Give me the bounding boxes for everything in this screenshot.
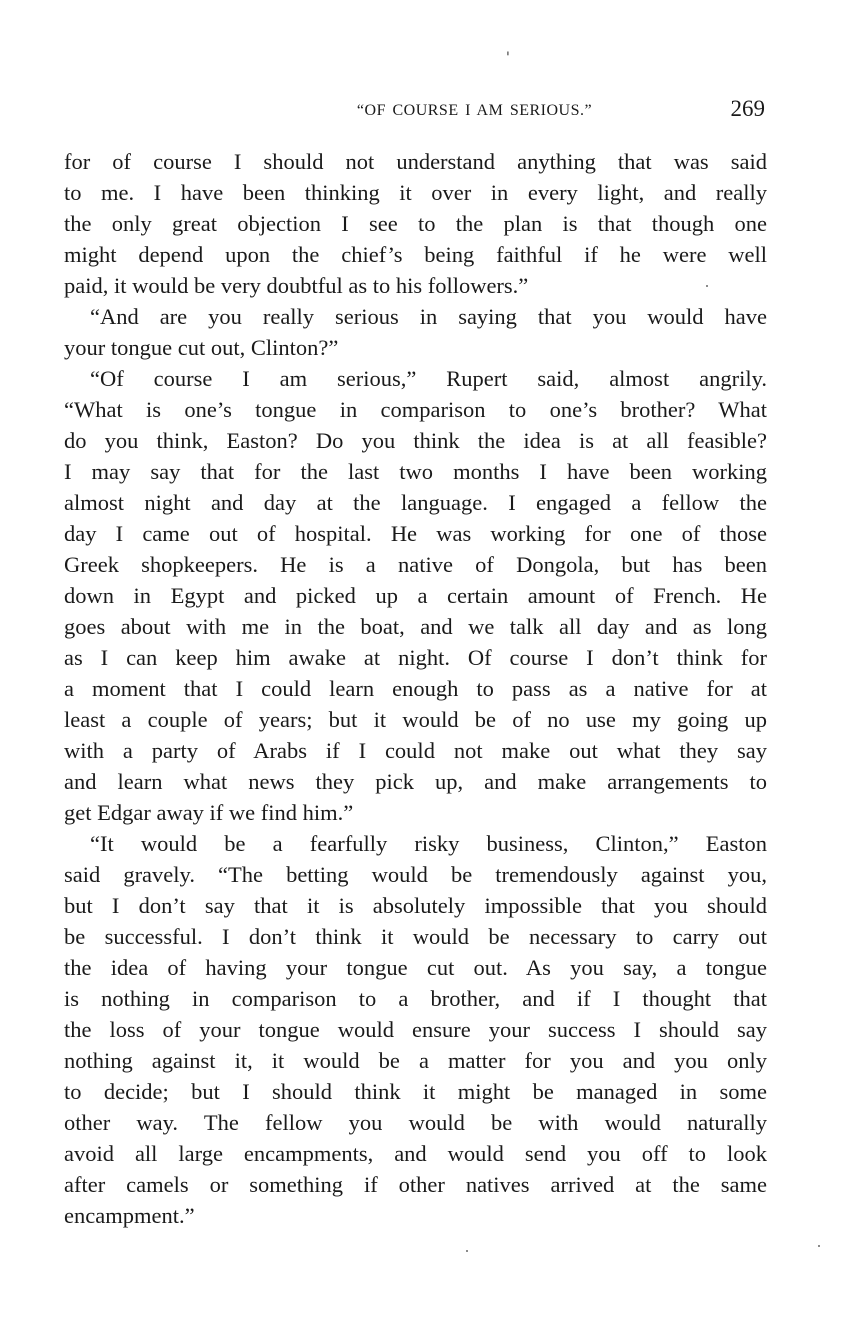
text-line: for of course I should not understand anything that was said — [64, 149, 767, 174]
text-line: do you think, Easton? Do you think the idea is at all feasible? — [64, 428, 767, 453]
text-line: almost night and day at the language. I engaged a fellow the — [64, 490, 767, 515]
text-line: a moment that I could learn enough to pass as a native for at — [64, 676, 767, 701]
text-line: be successful. I don’t think it would be necessary to carry out — [64, 924, 767, 949]
text-line: avoid all large encampments, and would send you off to look — [64, 1141, 767, 1166]
text-line: to decide; but I should think it might be managed in some — [64, 1079, 767, 1104]
text-line: encampment.” — [64, 1203, 195, 1228]
text-line: goes about with me in the boat, and we talk all day and as long — [64, 614, 767, 639]
text-line: with a party of Arabs if I could not make out what they say — [64, 738, 767, 763]
page-number: 269 — [730, 96, 765, 121]
text-line: least a couple of years; but it would be of no use my going up — [64, 707, 767, 732]
paper-speck — [818, 1245, 820, 1247]
stray-mark: ' — [506, 50, 510, 66]
paper-speck — [466, 1250, 468, 1252]
text-line: other way. The fellow you would be with would naturally — [64, 1110, 767, 1135]
text-line: “Of course I am serious,” Rupert said, almost angrily. — [90, 366, 767, 391]
text-line: Greek shopkeepers. He is a native of Dongola, but has been — [64, 552, 767, 577]
running-head: “OF COURSE I AM SERIOUS.” — [356, 102, 593, 119]
body-text — [64, 146, 767, 1231]
text-line: after camels or something if other natives arrived at the same — [64, 1172, 767, 1197]
text-line: but I don’t say that it is absolutely impossible that you should — [64, 893, 767, 918]
text-line: as I can keep him awake at night. Of course I don’t think for — [64, 645, 767, 670]
text-line: your tongue cut out, Clinton?” — [64, 335, 339, 360]
text-line: is nothing in comparison to a brother, and if I thought that — [64, 986, 767, 1011]
text-line: paid, it would be very doubtful as to his followers.” — [64, 273, 529, 298]
page-header — [64, 96, 765, 126]
text-line: the only great objection I see to the plan is that though one — [64, 211, 767, 236]
text-line: I may say that for the last two months I have been working — [64, 459, 767, 484]
text-line: might depend upon the chief’s being faithful if he were well — [64, 242, 767, 267]
text-line: “It would be a fearfully risky business, Clinton,” Easton — [90, 831, 767, 856]
text-line: the idea of having your tongue cut out. As you say, a tongue — [64, 955, 767, 980]
text-line: said gravely. “The betting would be tremendously against you, — [64, 862, 767, 887]
text-line: day I came out of hospital. He was working for one of those — [64, 521, 767, 546]
paper-speck — [706, 285, 708, 287]
text-line: and learn what news they pick up, and make arrangements to — [64, 769, 767, 794]
text-line: get Edgar away if we find him.” — [64, 800, 354, 825]
text-line: nothing against it, it would be a matter for you and you only — [64, 1048, 767, 1073]
text-line: “And are you really serious in saying that you would have — [90, 304, 767, 329]
text-line: down in Egypt and picked up a certain amount of French. He — [64, 583, 767, 608]
text-line: the loss of your tongue would ensure your success I should say — [64, 1017, 767, 1042]
text-line: “What is one’s tongue in comparison to one’s brother? What — [64, 397, 767, 422]
text-line: to me. I have been thinking it over in every light, and really — [64, 180, 767, 205]
